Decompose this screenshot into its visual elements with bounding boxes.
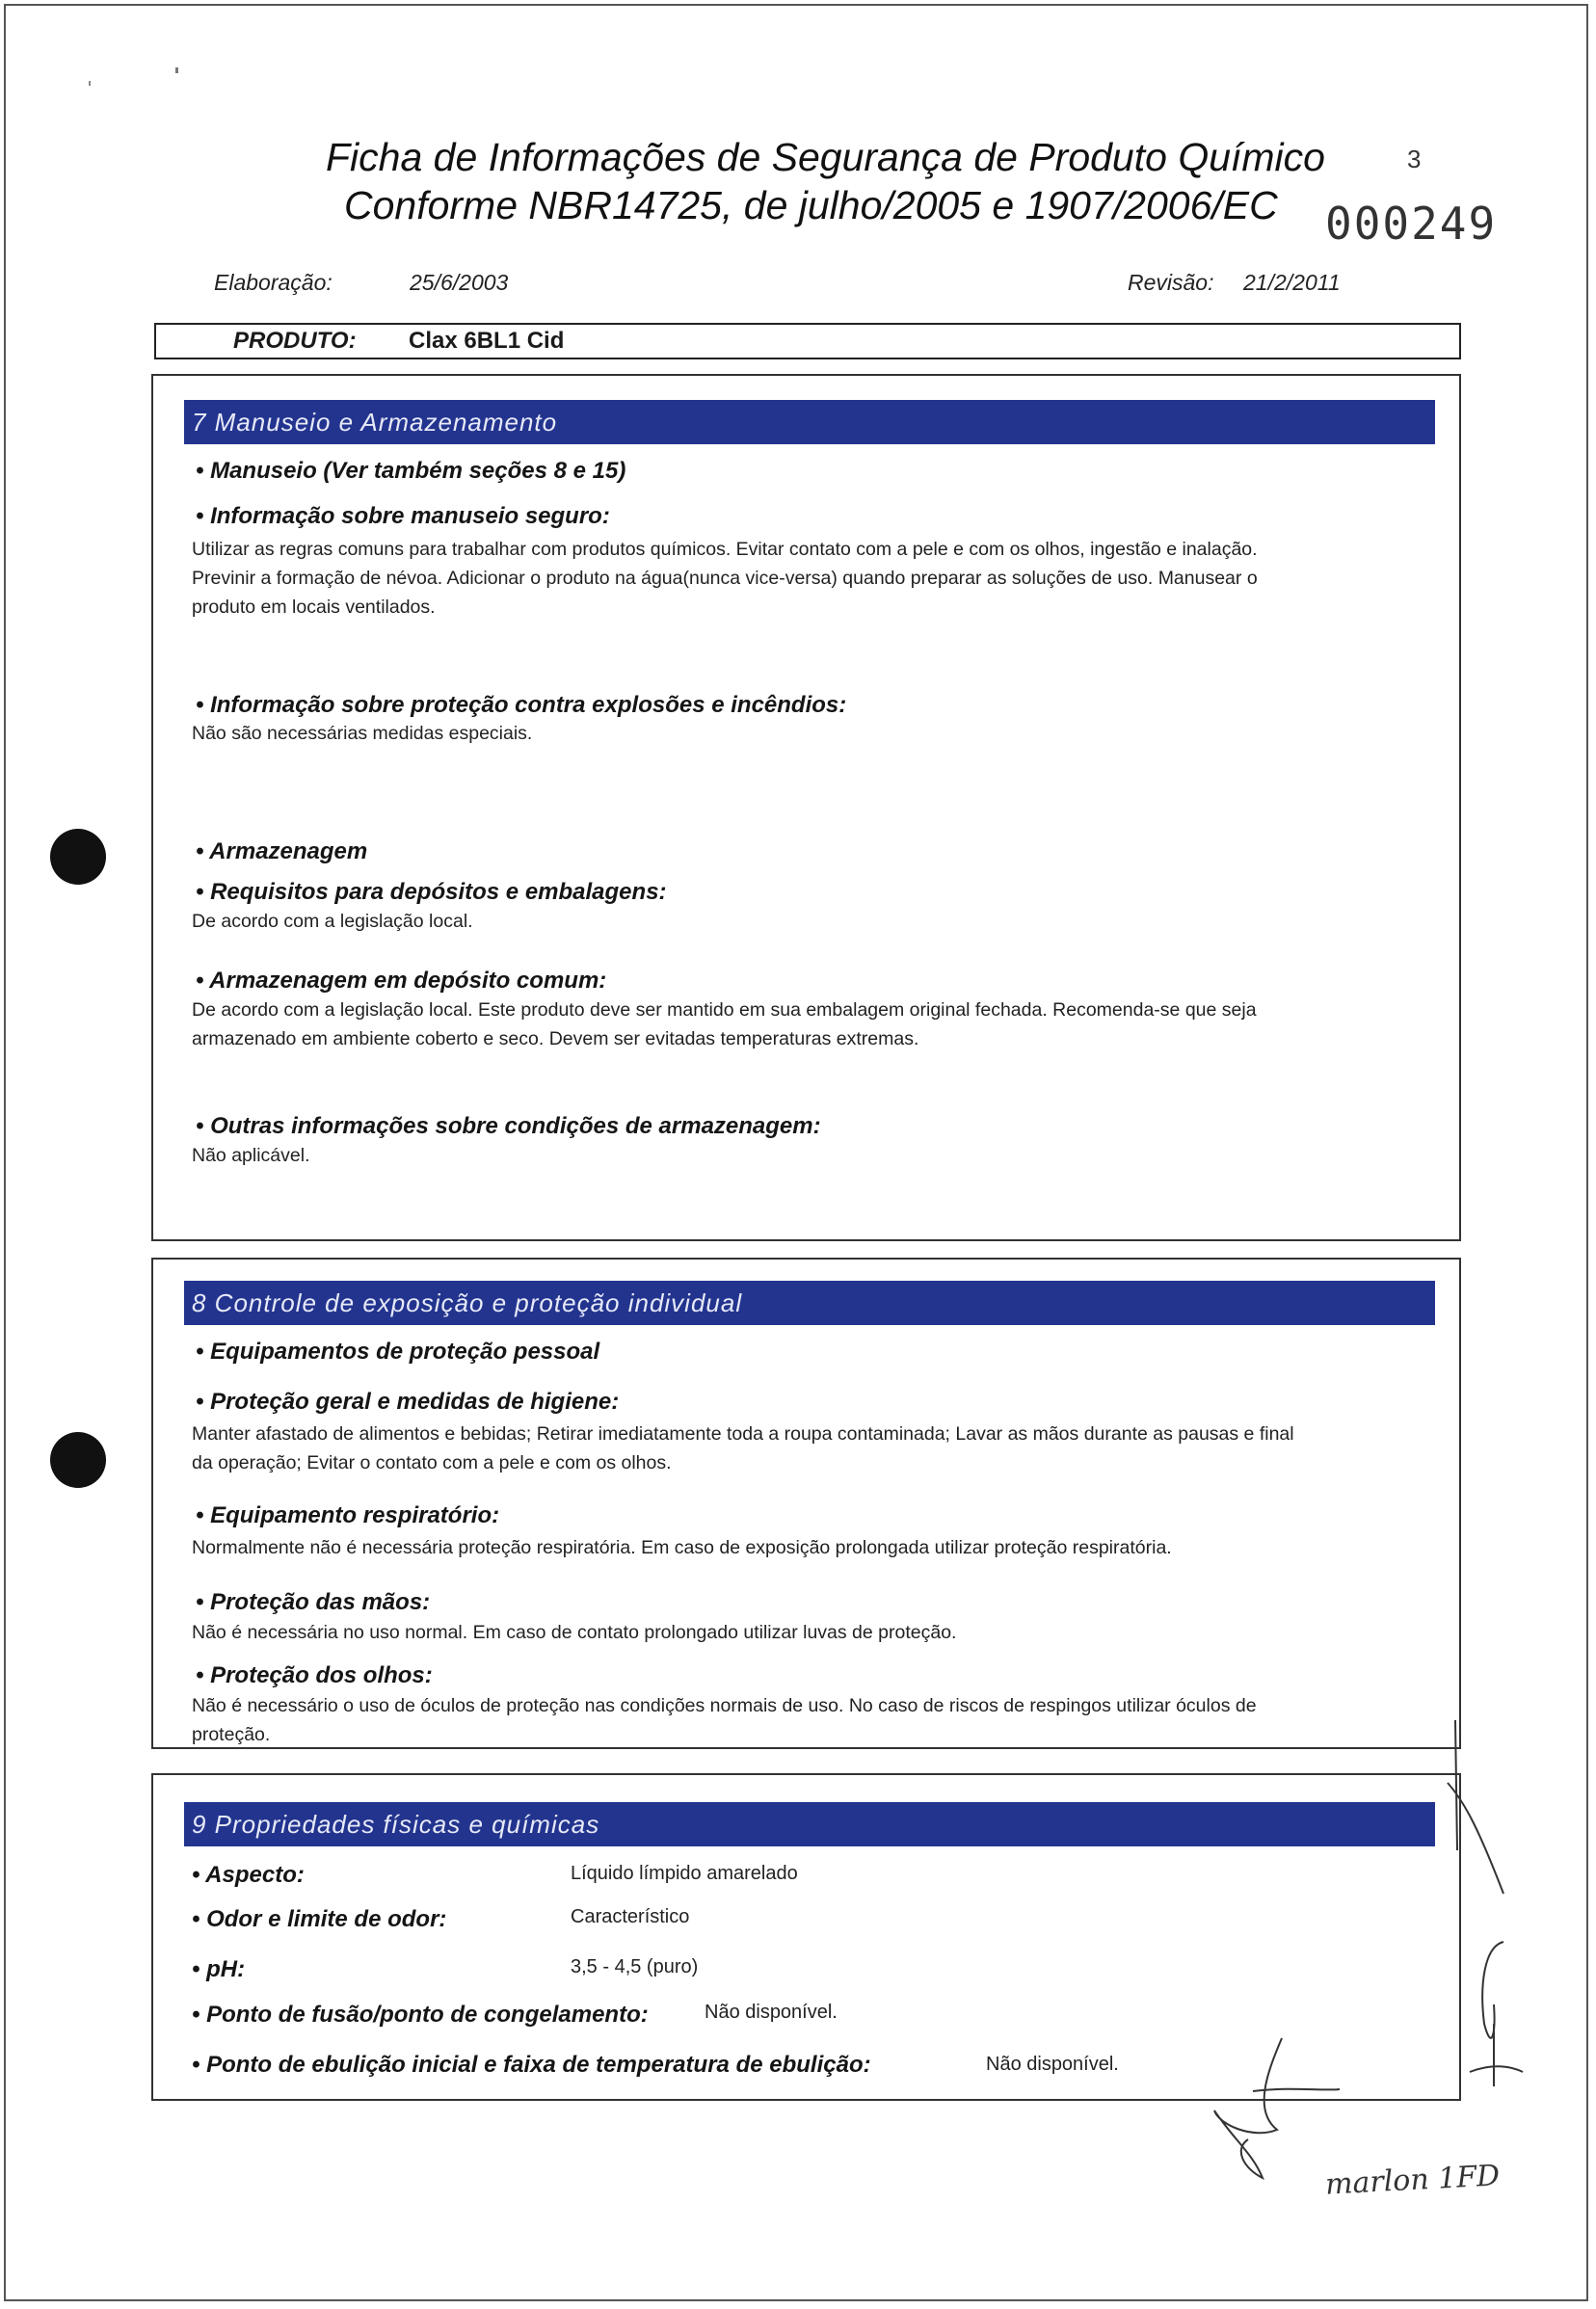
higiene-heading: • Proteção geral e medidas de higiene:	[196, 1389, 620, 1415]
product-box	[154, 323, 1461, 359]
text-line: armazenado em ambiente coberto e seco. Devem ser evitadas temperaturas extremas.	[192, 1028, 919, 1049]
elaboracao-date: 25/6/2003	[410, 270, 509, 295]
ebulicao-label: • Ponto de ebulição inicial e faixa de temperatura de ebulição:	[192, 2052, 871, 2078]
revisao-label: Revisão:	[1128, 270, 1214, 295]
handwritten-initials-mark	[1388, 1715, 1532, 2101]
elaboracao-label: Elaboração:	[214, 270, 332, 295]
fusao-label: • Ponto de fusão/ponto de congelamento:	[192, 2002, 649, 2028]
handwritten-name: marlon 1FD	[1324, 2159, 1501, 2202]
odor-label: • Odor e limite de odor:	[192, 1906, 447, 1932]
maos-text: Não é necessária no uso normal. Em caso de contato prolongado utilizar luvas de proteção.	[192, 1622, 957, 1643]
text-line: Não é necessário o uso de óculos de proteção nas condições normais de uso. No caso de riscos de respingos utilizar óculos de	[192, 1695, 1257, 1716]
document-title-line1: Ficha de Informações de Segurança de Produto Químico	[326, 135, 1325, 179]
manuseio-seguro-text	[192, 535, 1445, 622]
section-7-box	[151, 374, 1461, 1241]
olhos-text	[192, 1691, 1464, 1749]
document-number-stamp: 000249	[1325, 198, 1498, 250]
explosoes-text: Não são necessárias medidas especiais.	[192, 723, 533, 744]
document-title-line2: Conforme NBR14725, de julho/2005 e 1907/2006/EC	[344, 183, 1278, 227]
ebulicao-value: Não disponível.	[986, 2054, 1119, 2075]
section-8-box	[151, 1258, 1461, 1749]
manuseio-seguro-heading: • Informação sobre manuseio seguro:	[196, 503, 610, 529]
explosoes-heading: • Informação sobre proteção contra explosões e incêndios:	[196, 692, 847, 718]
ph-label: • pH:	[192, 1956, 246, 1982]
handwritten-signature-mark	[1195, 2033, 1359, 2188]
aspecto-label: • Aspecto:	[192, 1862, 305, 1888]
aspecto-value: Líquido límpido amarelado	[571, 1863, 798, 1884]
product-name: Clax 6BL1 Cid	[409, 328, 565, 354]
requisitos-text: De acordo com a legislação local.	[192, 911, 473, 932]
ph-value: 3,5 - 4,5 (puro)	[571, 1956, 699, 1977]
text-line: da operação; Evitar o contato com a pele e com os olhos.	[192, 1452, 672, 1473]
higiene-text	[192, 1420, 1464, 1477]
equipamentos-heading: • Equipamentos de proteção pessoal	[196, 1339, 600, 1365]
text-line: proteção.	[192, 1724, 271, 1745]
respiratorio-heading: • Equipamento respiratório:	[196, 1502, 500, 1528]
outras-text: Não aplicável.	[192, 1145, 310, 1166]
text-line: De acordo com a legislação local. Este produto deve ser mantido em sua embalagem original fechada. Recomenda-se que seja	[192, 999, 1257, 1021]
section-8-header: 8 Controle de exposição e proteção individual	[184, 1281, 1435, 1325]
requisitos-heading: • Requisitos para depósitos e embalagens:	[196, 879, 667, 905]
product-label: PRODUTO:	[233, 328, 357, 354]
maos-heading: • Proteção das mãos:	[196, 1589, 431, 1615]
revisao-date: 21/2/2011	[1243, 270, 1341, 295]
text-line: produto em locais ventilados.	[192, 597, 436, 618]
text-line: Manter afastado de alimentos e bebidas; Retirar imediatamente toda a roupa contaminada; Lavar as mãos durante as pausas e final	[192, 1423, 1294, 1445]
deposito-heading: • Armazenagem em depósito comum:	[196, 968, 607, 994]
punch-hole	[50, 829, 106, 885]
text-line: Previnir a formação de névoa. Adicionar o produto na água(nunca vice-versa) quando preparar as soluções de uso. Manusear o	[192, 568, 1258, 589]
page-number: 3	[1407, 145, 1422, 173]
section-9-header: 9 Propriedades físicas e químicas	[184, 1802, 1435, 1846]
scan-mark	[89, 81, 91, 86]
fusao-value: Não disponível.	[705, 2002, 838, 2023]
punch-hole	[50, 1432, 106, 1488]
odor-value: Característico	[571, 1906, 690, 1927]
section-7-header: 7 Manuseio e Armazenamento	[184, 400, 1435, 444]
respiratorio-text: Normalmente não é necessária proteção respiratória. Em caso de exposição prolongada utilizar proteção respiratória.	[192, 1537, 1172, 1558]
scan-mark	[175, 67, 178, 73]
deposito-text	[192, 995, 1445, 1053]
olhos-heading: • Proteção dos olhos:	[196, 1662, 433, 1688]
armazenagem-heading: • Armazenagem	[196, 838, 368, 864]
manuseio-heading: • Manuseio (Ver também seções 8 e 15)	[196, 458, 626, 484]
text-line: Utilizar as regras comuns para trabalhar com produtos químicos. Evitar contato com a pele e com os olhos, ingestão e inalação.	[192, 539, 1258, 560]
outras-heading: • Outras informações sobre condições de armazenagem:	[196, 1113, 821, 1139]
